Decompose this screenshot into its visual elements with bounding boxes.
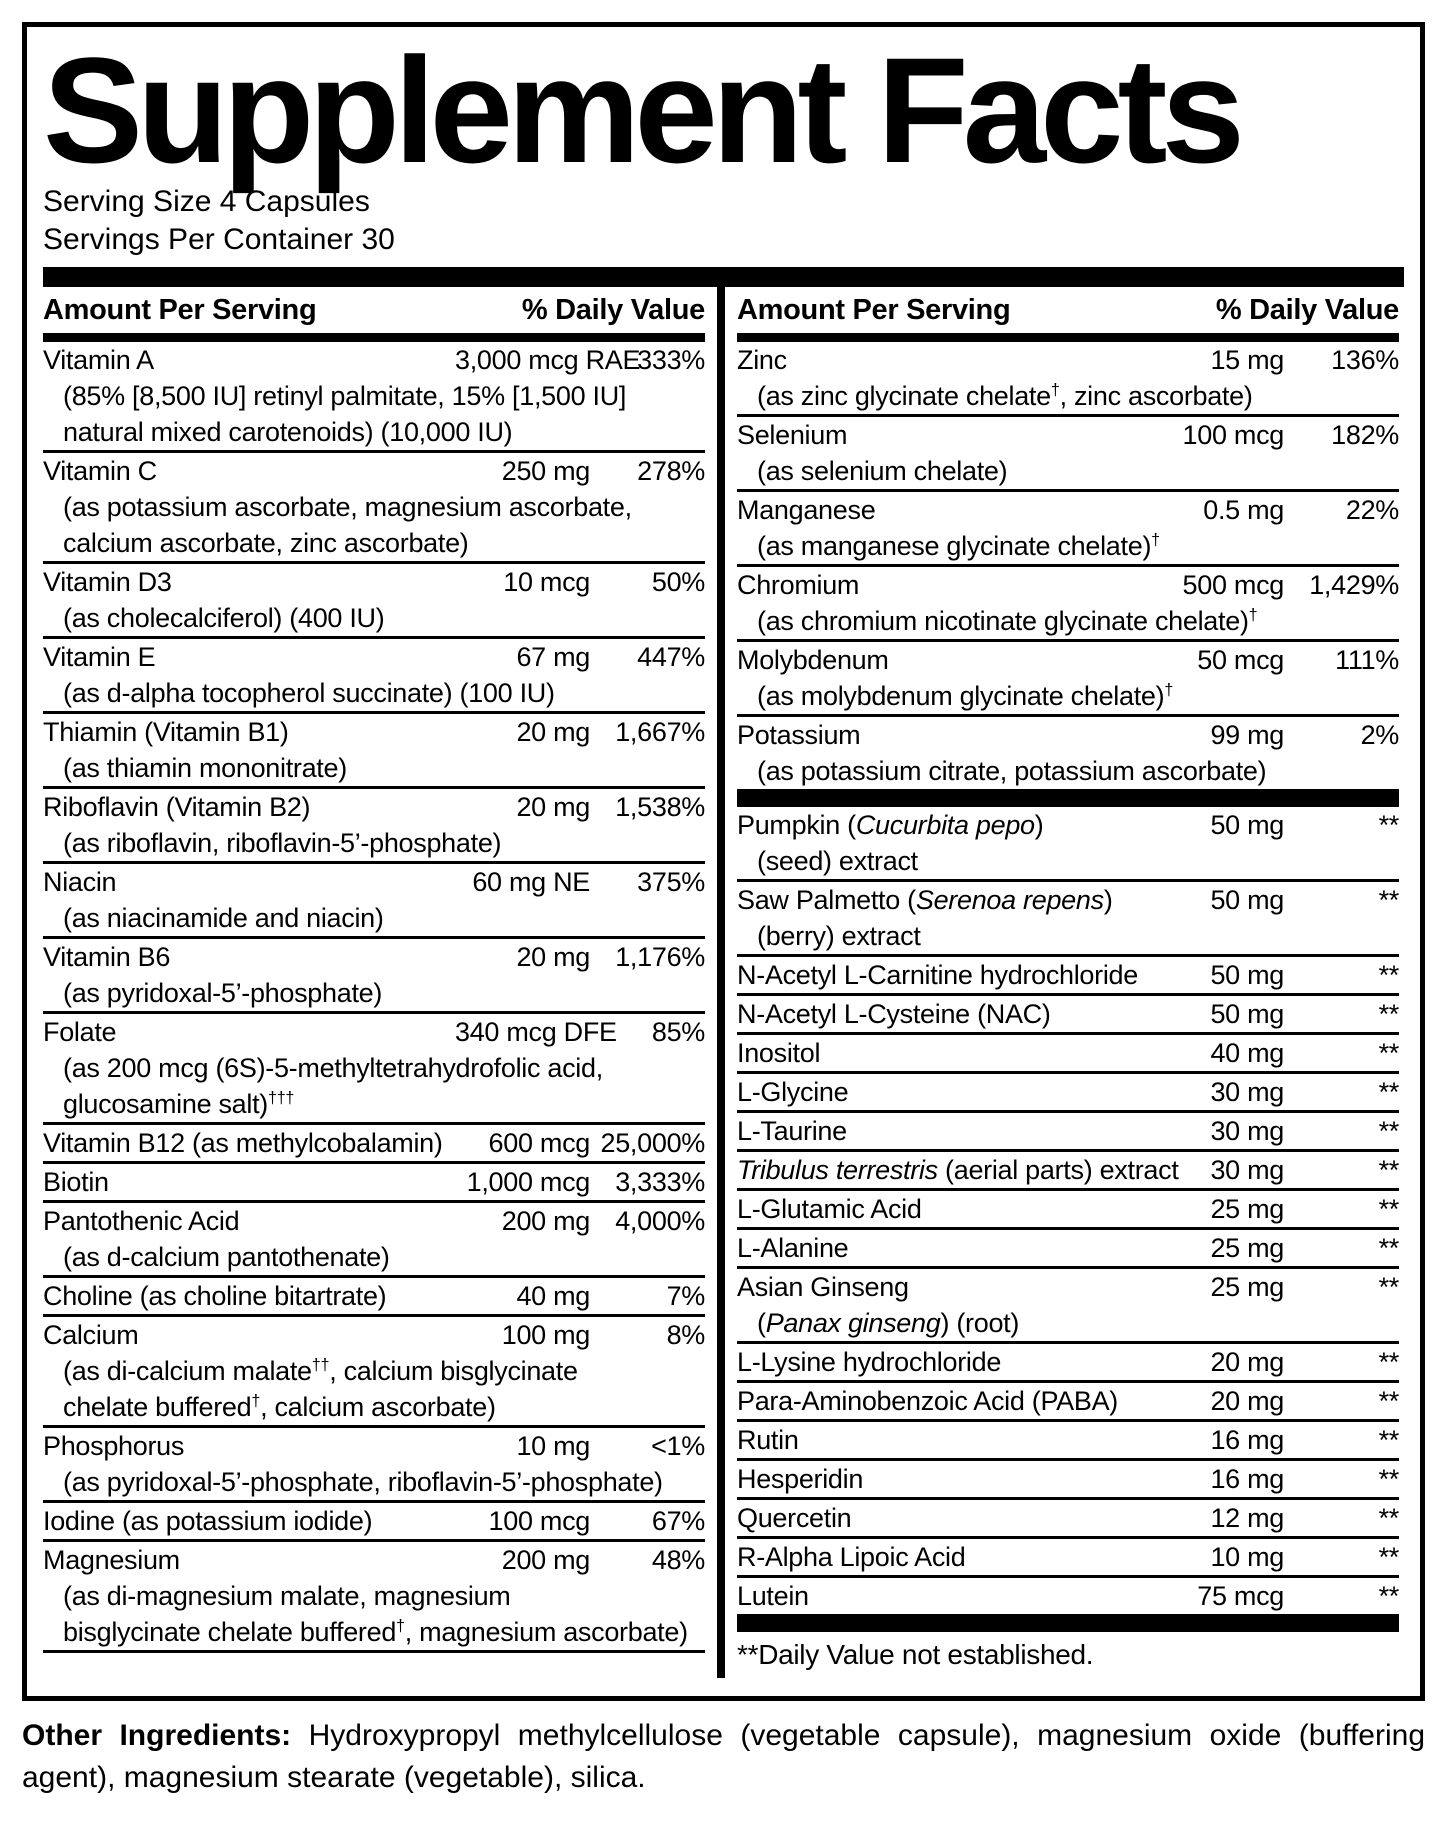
- section-separator-bar: [737, 789, 1399, 807]
- ingredient-source: (as chromium nicotinate glycinate chelate)†: [757, 606, 1258, 636]
- ingredient-source: bisglycinate chelate buffered†, magnesium ascorbate): [63, 1617, 688, 1647]
- table-row: [737, 1539, 1399, 1578]
- ingredient-source: natural mixed carotenoids) (10,000 IU): [63, 417, 513, 447]
- ingredient-amount: 1,000 mcg: [466, 1167, 590, 1197]
- table-row: [737, 1152, 1399, 1191]
- ingredient-daily-value: 85%: [651, 1017, 705, 1047]
- ingredient-amount: 40 mg: [1210, 1038, 1284, 1068]
- ingredient-amount: 20 mg: [516, 942, 590, 972]
- ingredient-daily-value: **: [1378, 1116, 1399, 1146]
- ingredient-amount: 200 mg: [501, 1206, 590, 1236]
- ingredient-name: Phosphorus: [43, 1431, 185, 1461]
- ingredient-name: Saw Palmetto (Serenoa repens): [737, 885, 1113, 915]
- ingredient-name: Pumpkin (Cucurbita pepo): [737, 810, 1044, 840]
- table-row: [737, 996, 1399, 1035]
- ingredient-name: Chromium: [737, 570, 860, 600]
- supplement-facts-panel: [22, 22, 1425, 1701]
- ingredient-source: (as cholecalciferol) (400 IU): [63, 603, 385, 633]
- ingredient-amount: 67 mg: [516, 642, 590, 672]
- table-row: [737, 1074, 1399, 1113]
- ingredient-name: Iodine (as potassium iodide): [43, 1506, 373, 1536]
- ingredient-name: N-Acetyl L-Cysteine (NAC): [737, 999, 1051, 1029]
- ingredient-source: (as molybdenum glycinate chelate)†: [757, 681, 1174, 711]
- top-separator-bar: [43, 267, 1404, 287]
- table-row: [43, 564, 705, 639]
- ingredient-source: (berry) extract: [757, 921, 921, 951]
- ingredient-daily-value: **: [1378, 1347, 1399, 1377]
- ingredient-name: Choline (as choline bitartrate): [43, 1281, 387, 1311]
- ingredient-source: (as d-alpha tocopherol succinate) (100 IU): [63, 678, 555, 708]
- daily-value-footnote: **Daily Value not established.: [737, 1639, 1094, 1670]
- table-row: [737, 642, 1399, 717]
- ingredient-source: (as pyridoxal-5’-phosphate, riboflavin-5’-phosphate): [63, 1467, 663, 1497]
- ingredient-daily-value: 67%: [651, 1506, 705, 1536]
- ingredient-amount: 340 mcg DFE: [455, 1017, 617, 1047]
- other-ingredients-label: Other Ingredients:: [22, 1719, 292, 1752]
- ingredient-daily-value: **: [1378, 1233, 1399, 1263]
- table-row: [737, 957, 1399, 996]
- ingredient-source: calcium ascorbate, zinc ascorbate): [63, 528, 469, 558]
- ingredient-amount: 30 mg: [1210, 1077, 1284, 1107]
- ingredient-amount: 25 mg: [1210, 1194, 1284, 1224]
- ingredient-daily-value: 50%: [651, 567, 705, 597]
- ingredient-amount: 100 mcg: [1182, 420, 1284, 450]
- table-row: [43, 1014, 705, 1125]
- other-ingredients-text: Hydroxypropyl methylcellulose (vegetable capsule), magnesium oxide (buffering agent), magnesium stearate (vegetable), silica.: [22, 1719, 1425, 1794]
- ingredient-daily-value: 278%: [637, 456, 705, 486]
- header-amount-per-serving: Amount Per Serving: [737, 294, 1011, 326]
- ingredient-name: Vitamin B6: [43, 942, 171, 972]
- table-row: [43, 1164, 705, 1203]
- table-row: [737, 1269, 1399, 1344]
- table-row: [43, 1278, 705, 1317]
- ingredient-source: chelate buffered†, calcium ascorbate): [63, 1392, 496, 1422]
- table-row: [43, 1428, 705, 1503]
- table-row: [43, 1203, 705, 1278]
- minerals-rows: [737, 342, 1399, 789]
- ingredient-amount: 10 mg: [1210, 1542, 1284, 1572]
- ingredient-amount: 100 mcg: [488, 1506, 590, 1536]
- table-row: [43, 1317, 705, 1428]
- ingredient-name: Zinc: [737, 345, 787, 375]
- ingredient-source: (as zinc glycinate chelate†, zinc ascorbate): [757, 381, 1253, 411]
- ingredient-source: (as di-magnesium malate, magnesium: [63, 1581, 511, 1611]
- ingredient-daily-value: **: [1378, 1542, 1399, 1572]
- ingredient-daily-value: 333%: [637, 345, 705, 375]
- ingredient-amount: 10 mg: [516, 1431, 590, 1461]
- ingredient-daily-value: **: [1378, 1464, 1399, 1494]
- panel-title: Supplement Facts: [43, 26, 1239, 194]
- serving-info: [43, 183, 1404, 259]
- ingredient-name: L-Taurine: [737, 1116, 847, 1146]
- table-row: [737, 1461, 1399, 1500]
- ingredient-name: R-Alpha Lipoic Acid: [737, 1542, 966, 1572]
- ingredient-daily-value: 375%: [637, 867, 705, 897]
- ingredient-name: Niacin: [43, 867, 117, 897]
- table-row: [43, 1125, 705, 1164]
- ingredient-name: Vitamin B12 (as methylcobalamin): [43, 1128, 443, 1158]
- table-row: [43, 639, 705, 714]
- botanicals-rows: [737, 807, 1399, 1614]
- ingredient-daily-value: **: [1378, 999, 1399, 1029]
- ingredient-daily-value: 4,000%: [615, 1206, 705, 1236]
- ingredient-amount: 20 mg: [1210, 1347, 1284, 1377]
- ingredient-daily-value: 182%: [1331, 420, 1399, 450]
- ingredient-source: (as niacinamide and niacin): [63, 903, 384, 933]
- ingredient-amount: 16 mg: [1210, 1464, 1284, 1494]
- ingredient-name: Asian Ginseng: [737, 1272, 909, 1302]
- ingredient-daily-value: 1,667%: [615, 717, 705, 747]
- ingredient-amount: 16 mg: [1210, 1425, 1284, 1455]
- ingredient-name: Quercetin: [737, 1503, 852, 1533]
- ingredient-name: Vitamin C: [43, 456, 157, 486]
- table-row: [737, 417, 1399, 492]
- ingredient-name: Vitamin D3: [43, 567, 172, 597]
- ingredient-amount: 200 mg: [501, 1545, 590, 1575]
- ingredient-name: Vitamin A: [43, 345, 154, 375]
- table-row: [737, 1035, 1399, 1074]
- header-daily-value: % Daily Value: [521, 294, 705, 326]
- header-daily-value: % Daily Value: [1215, 294, 1399, 326]
- ingredient-name: Calcium: [43, 1320, 139, 1350]
- ingredient-amount: 60 mg NE: [472, 867, 590, 897]
- ingredient-name: Vitamin E: [43, 642, 156, 672]
- ingredient-amount: 20 mg: [516, 792, 590, 822]
- ingredient-amount: 15 mg: [1210, 345, 1284, 375]
- ingredient-source: (85% [8,500 IU] retinyl palmitate, 15% [1,500 IU]: [63, 381, 627, 411]
- table-row: [737, 1383, 1399, 1422]
- table-row: [737, 1422, 1399, 1461]
- ingredient-name: Biotin: [43, 1167, 109, 1197]
- ingredient-daily-value: **: [1378, 810, 1399, 840]
- table-row: [43, 939, 705, 1014]
- ingredient-amount: 3,000 mcg RAE: [455, 345, 641, 375]
- ingredient-amount: 40 mg: [516, 1281, 590, 1311]
- ingredient-amount: 30 mg: [1210, 1155, 1284, 1185]
- ingredient-amount: 20 mg: [516, 717, 590, 747]
- table-row: [43, 1503, 705, 1542]
- table-row: [737, 1113, 1399, 1152]
- ingredient-name: Magnesium: [43, 1545, 180, 1575]
- footnote-separator-bar: [737, 1614, 1399, 1632]
- servings-per-container: Servings Per Container 30: [43, 223, 395, 256]
- ingredient-source: (as selenium chelate): [757, 456, 1008, 486]
- ingredient-name: Tribulus terrestris (aerial parts) extract: [737, 1155, 1179, 1185]
- ingredient-daily-value: 7%: [666, 1281, 705, 1311]
- ingredient-amount: 50 mg: [1210, 960, 1284, 990]
- table-row: [43, 1542, 705, 1653]
- ingredient-daily-value: **: [1378, 1581, 1399, 1611]
- table-row: [43, 714, 705, 789]
- ingredient-daily-value: 25,000%: [600, 1128, 705, 1158]
- ingredient-daily-value: **: [1378, 1038, 1399, 1068]
- ingredient-daily-value: 2%: [1360, 720, 1399, 750]
- ingredient-daily-value: **: [1378, 1425, 1399, 1455]
- ingredient-daily-value: 1,538%: [615, 792, 705, 822]
- table-row: [737, 342, 1399, 417]
- ingredient-daily-value: 1,429%: [1309, 570, 1399, 600]
- table-row: [737, 1191, 1399, 1230]
- table-row: [43, 789, 705, 864]
- table-row: [737, 1500, 1399, 1539]
- other-ingredients: [22, 1715, 1425, 1799]
- ingredient-amount: 50 mcg: [1197, 645, 1284, 675]
- ingredient-name: L-Alanine: [737, 1233, 849, 1263]
- ingredient-name: Potassium: [737, 720, 861, 750]
- ingredient-daily-value: 3,333%: [615, 1167, 705, 1197]
- ingredient-amount: 30 mg: [1210, 1116, 1284, 1146]
- ingredient-source: (as di-calcium malate††, calcium bisglycinate: [63, 1356, 578, 1386]
- ingredient-amount: 99 mg: [1210, 720, 1284, 750]
- ingredient-amount: 600 mcg: [488, 1128, 590, 1158]
- right-column: [725, 287, 1399, 1678]
- ingredient-name: Rutin: [737, 1425, 799, 1455]
- ingredient-daily-value: <1%: [651, 1431, 705, 1461]
- ingredient-daily-value: **: [1378, 1272, 1399, 1302]
- ingredient-source: glucosamine salt)†††: [63, 1089, 295, 1119]
- ingredient-source: (as riboflavin, riboflavin-5’-phosphate): [63, 828, 502, 858]
- ingredient-name: Selenium: [737, 420, 848, 450]
- left-column: [43, 287, 717, 1678]
- ingredient-daily-value: 136%: [1331, 345, 1399, 375]
- ingredient-amount: 25 mg: [1210, 1233, 1284, 1263]
- ingredient-daily-value: 111%: [1335, 645, 1399, 675]
- table-row: [737, 882, 1399, 957]
- ingredient-source: (as 200 mcg (6S)-5-methyltetrahydrofolic acid,: [63, 1053, 603, 1083]
- facts-table: [43, 287, 1404, 1696]
- ingredient-source: (as potassium citrate, potassium ascorbate): [757, 756, 1267, 786]
- ingredient-name: Molybdenum: [737, 645, 889, 675]
- ingredient-amount: 50 mg: [1210, 810, 1284, 840]
- center-divider: [717, 287, 725, 1678]
- serving-size: Serving Size 4 Capsules: [43, 185, 370, 218]
- ingredient-amount: 10 mcg: [503, 567, 590, 597]
- table-row: [43, 342, 705, 453]
- ingredient-daily-value: 8%: [666, 1320, 705, 1350]
- ingredient-name: L-Glutamic Acid: [737, 1194, 922, 1224]
- ingredient-name: Riboflavin (Vitamin B2): [43, 792, 311, 822]
- ingredient-amount: 50 mg: [1210, 999, 1284, 1029]
- ingredient-amount: 50 mg: [1210, 885, 1284, 915]
- ingredient-name: L-Lysine hydrochloride: [737, 1347, 1002, 1377]
- ingredient-source: (Panax ginseng) (root): [757, 1308, 1020, 1338]
- ingredient-daily-value: 48%: [651, 1545, 705, 1575]
- ingredient-source: (as pyridoxal-5’-phosphate): [63, 978, 383, 1008]
- header-amount-per-serving: Amount Per Serving: [43, 294, 317, 326]
- ingredient-amount: 12 mg: [1210, 1503, 1284, 1533]
- ingredient-name: L-Glycine: [737, 1077, 849, 1107]
- ingredient-daily-value: **: [1378, 1155, 1399, 1185]
- table-row: [737, 717, 1399, 789]
- table-row: [737, 807, 1399, 882]
- ingredient-source: (as manganese glycinate chelate)†: [757, 531, 1160, 561]
- ingredient-amount: 0.5 mg: [1203, 495, 1284, 525]
- ingredient-source: (seed) extract: [757, 846, 918, 876]
- ingredient-amount: 20 mg: [1210, 1386, 1284, 1416]
- left-rows: [43, 342, 705, 1653]
- ingredient-daily-value: 22%: [1345, 495, 1399, 525]
- ingredient-source: (as thiamin mononitrate): [63, 753, 347, 783]
- table-row: [737, 1578, 1399, 1614]
- table-row: [737, 1344, 1399, 1383]
- table-row: [737, 567, 1399, 642]
- ingredient-amount: 500 mcg: [1182, 570, 1284, 600]
- ingredient-name: Para-Aminobenzoic Acid (PABA): [737, 1386, 1118, 1416]
- ingredient-name: Hesperidin: [737, 1464, 864, 1494]
- ingredient-daily-value: **: [1378, 1077, 1399, 1107]
- ingredient-name: Inositol: [737, 1038, 821, 1068]
- ingredient-daily-value: **: [1378, 1386, 1399, 1416]
- ingredient-daily-value: **: [1378, 1503, 1399, 1533]
- ingredient-source: (as potassium ascorbate, magnesium ascorbate,: [63, 492, 632, 522]
- ingredient-name: Manganese: [737, 495, 876, 525]
- table-row: [43, 453, 705, 564]
- ingredient-daily-value: **: [1378, 960, 1399, 990]
- table-row: [43, 864, 705, 939]
- table-row: [737, 1230, 1399, 1269]
- ingredient-name: Folate: [43, 1017, 117, 1047]
- ingredient-daily-value: 1,176%: [615, 942, 705, 972]
- ingredient-name: Pantothenic Acid: [43, 1206, 240, 1236]
- ingredient-name: N-Acetyl L-Carnitine hydrochloride: [737, 960, 1138, 990]
- ingredient-amount: 25 mg: [1210, 1272, 1284, 1302]
- column-header-right: [737, 287, 1399, 342]
- ingredient-daily-value: 447%: [637, 642, 705, 672]
- ingredient-amount: 100 mg: [501, 1320, 590, 1350]
- ingredient-amount: 250 mg: [501, 456, 590, 486]
- table-row: [737, 492, 1399, 567]
- ingredient-name: Thiamin (Vitamin B1): [43, 717, 289, 747]
- ingredient-daily-value: **: [1378, 1194, 1399, 1224]
- ingredient-daily-value: **: [1378, 885, 1399, 915]
- ingredient-name: Lutein: [737, 1581, 809, 1611]
- ingredient-source: (as d-calcium pantothenate): [63, 1242, 390, 1272]
- ingredient-amount: 75 mcg: [1197, 1581, 1284, 1611]
- column-header-left: [43, 287, 705, 342]
